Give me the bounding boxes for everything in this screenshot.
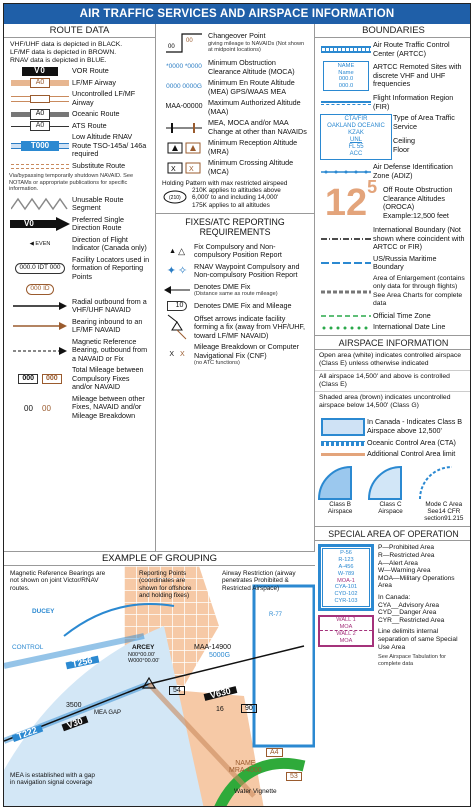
legend-row-mra: [160, 139, 310, 156]
legend-label: Type of Area Traffic Service: [393, 113, 455, 131]
remote-freq: 000.0: [338, 82, 354, 89]
legend-label: Flight Information Region (FIR): [373, 93, 454, 111]
remote-name: NAME: [337, 63, 355, 69]
page-title: AIR TRAFFIC SERVICES AND AIRSPACE INFORMATION: [4, 4, 470, 24]
sua-legend-item: MOA—Military Operations Area: [378, 574, 455, 590]
legend-label: Minimum Crossing Altitude (MCA): [208, 158, 294, 176]
remote-site-box: [323, 61, 369, 91]
cta-fir-box: [320, 114, 392, 160]
changeover-point-icon: [164, 30, 204, 56]
altitude-and-fixes-section: [156, 24, 315, 551]
vor-route-symbol: V0: [22, 67, 58, 76]
legend-row-vor-route: [8, 67, 151, 76]
additional-limit-line: [321, 453, 365, 456]
rnav-waypoint-icon: ✦: [166, 265, 176, 278]
cta-line: UNL: [349, 137, 362, 144]
legend-row-substitute-route: [8, 162, 151, 171]
svg-text:X: X: [189, 165, 194, 173]
compulsory-fix-icon: ▲: [168, 246, 177, 256]
mode-c-item: [418, 465, 470, 523]
sua-id: CYA-101: [334, 584, 358, 591]
legend-row-unusable-segment: [8, 196, 151, 213]
special-area-section: [315, 526, 471, 670]
maritime-boundary-line: [321, 259, 371, 267]
preferred-route-arrow: [10, 217, 70, 231]
sua-note: See Airspace Tabulation for complete data: [378, 654, 446, 667]
mca-flag-icon: [164, 162, 204, 174]
mode-c-icon: [418, 465, 454, 501]
bearing-arrow-icon: [11, 321, 69, 331]
oceanic-route-symbol: A0: [30, 109, 51, 120]
wall-label: WALL 1: [336, 616, 356, 623]
sua-id: P-56: [340, 550, 352, 557]
grouping-note-mea: MEA is established with a gap in navigation signal coverage: [10, 772, 95, 787]
legend-row-adiz: [319, 163, 468, 180]
cta-line: ACC: [349, 151, 363, 158]
grouping-heading: EXAMPLE OF GROUPING: [4, 552, 315, 566]
svg-text:00: 00: [168, 44, 175, 50]
non-compulsory-fix-icon: △: [178, 246, 186, 257]
mra-flag-icon: [164, 142, 204, 154]
cnf-icon: X: [169, 350, 174, 358]
legend-label: Substitute Route: [72, 160, 126, 170]
legend-row-fir: [319, 94, 468, 111]
class-label: Class B Airspace: [327, 500, 353, 516]
sua-sample-box: [318, 544, 374, 610]
legend-row-changeover: [160, 30, 310, 56]
intl-boundary-line: [321, 235, 371, 243]
boundaries-heading: BOUNDARIES: [315, 24, 471, 38]
intro-line: RNAV data is depicted in BLUE.: [10, 56, 107, 64]
maa-label: MAA-14900: [194, 644, 231, 651]
legend-label: Floor: [393, 144, 410, 154]
legend-row-uncontrolled-airway: [8, 90, 151, 107]
svg-text:00: 00: [42, 403, 51, 413]
class-b-item: [317, 465, 363, 523]
legend-row-bearing-inbound: [8, 318, 151, 335]
sua-legend-item: R—Restricted Area: [378, 552, 435, 560]
legend-label: Minimum En Route Altitude (MEA) GPS/WAAS MEA: [208, 78, 295, 96]
legend-row-cta: [319, 114, 468, 160]
enlargement-line: [321, 288, 371, 296]
substitute-route-line: [11, 164, 69, 169]
class-c-icon: [367, 465, 403, 501]
holding-pattern-icon: [162, 187, 188, 207]
legend-label: Fix Compulsory and Non-compulsory Position Report: [194, 241, 282, 260]
legend-row-intl-boundary: [319, 226, 468, 252]
legend-label: Direction of Flight Indicator (Canada only): [72, 234, 147, 253]
legend-row-rnav-waypoint: [160, 263, 310, 280]
sua-canada-item: CYA__Advisory Area: [378, 601, 440, 609]
legend-label: International Date Line: [373, 322, 446, 332]
legend-label: Ceiling: [393, 136, 415, 146]
t256-label: T256: [66, 656, 99, 670]
grouping-note-reporting: Reporting Points (coordinates are shown for offshore and holding fixes): [139, 570, 192, 599]
legend-sublabel: (Distance same as route mileage): [194, 291, 278, 298]
legend-row-mea: [160, 79, 310, 96]
holding-line: 175K applies to all altitudes: [192, 201, 270, 209]
legend-label: MEA, MOCA and/or MAA Change at other than NAVAIDs: [208, 118, 307, 136]
sua-samples: [318, 544, 374, 667]
legend-row-artcc: [319, 41, 468, 58]
svg-text:00: 00: [24, 403, 33, 413]
special-area-body: [315, 541, 471, 670]
date-line: [321, 324, 371, 332]
svg-text:X: X: [171, 165, 176, 173]
class-label: Class C Airspace: [378, 500, 403, 516]
legend-row-mileage-breakdown: [8, 395, 151, 421]
sua-legend-item: A—Alert Area: [378, 559, 418, 567]
a4-label: A4: [266, 748, 283, 757]
legend-row-oceanic-route: [8, 110, 151, 119]
legend-row-direction-indicator: [8, 236, 151, 253]
rnav-waypoint-open-icon: ✧: [178, 265, 188, 278]
water-vignette-label: Water Vignette: [234, 788, 277, 795]
class-label: Mode C Area See14 CFR section91.215: [424, 500, 464, 523]
sua-id: CYD-102: [334, 591, 358, 598]
restricted-area-boundary: [254, 586, 314, 746]
legend-label: Changeover Point: [208, 31, 266, 41]
legend-row-maritime: [319, 255, 468, 272]
airspace-note: Shaded area (brown) indicates uncontrolled airspace below 14,500' (Class G): [315, 391, 471, 412]
mea-gps-label: 5000G: [209, 652, 231, 659]
time-zone-line: [321, 312, 371, 320]
legend-row-lfmf-airway: [8, 79, 151, 88]
dme-fix-arrow-icon: [162, 285, 192, 295]
legend-label: Official Time Zone: [373, 310, 431, 320]
substitute-note: Via/bypassing temporarily shutdown NAVAID. See NOTAMs or appropriate publications for specific information.: [9, 173, 134, 193]
mileage-90: 90: [241, 704, 257, 713]
legend-label: Bearing inbound to an LF/MF NAVAID: [72, 316, 143, 335]
legend-label: Oceanic Route: [72, 109, 120, 119]
remote-name: Name: [338, 69, 354, 76]
legend-row-preferred-route: [8, 216, 151, 233]
legend-label: Preferred Single Direction Route: [72, 214, 124, 233]
artcc-boundary-line: [321, 46, 371, 53]
r77-label: R-77: [269, 612, 283, 618]
special-area-heading: SPECIAL AREA OF OPERATION: [315, 527, 471, 541]
legend-row-dme-mileage: [160, 301, 310, 312]
legend-label: Denotes DME Fix: [194, 281, 251, 291]
airspace-note: All airspace 14,500' and above is controlled (Class E): [315, 370, 471, 391]
legend-label: International Boundary (Not shown where coincident with ARTCC or FIR): [373, 225, 465, 252]
intro-line: VHF/UHF data is depicted in BLACK.: [10, 41, 123, 48]
name-mra-label: [229, 760, 262, 775]
legend-label: Facility Locators used in formation of Reporting Points: [72, 254, 150, 281]
legend-row-radial: [8, 298, 151, 315]
sua-canada-item: CYR__Restricted Area: [378, 616, 445, 624]
mea-change-icon: [164, 123, 204, 133]
mileage-16: 16: [216, 706, 224, 713]
legend-label: Total Mileage between Compulsory Fixes and/or NAVAID: [72, 365, 144, 392]
legend-label: In Canada - Indicates Class B Airspace above 12,500': [367, 417, 463, 435]
mea-symbol: 0000 0000G: [166, 83, 202, 91]
legend-sublabel: giving mileage to NAVAIDs (Not shown at midpoint locations): [208, 40, 305, 54]
legend-label: Additional Control Area limit: [367, 449, 456, 459]
name-label: NAME: [235, 760, 256, 767]
legend-row-total-mileage: [8, 366, 151, 392]
offset-arrows-icon: [162, 314, 192, 340]
legend-row-time-zone: [319, 312, 468, 321]
cta-swatch: [321, 441, 365, 446]
legend-label: ATS Route: [72, 120, 107, 130]
legend-row-cnf: [160, 343, 310, 367]
total-mileage-box-brown: 000: [42, 374, 62, 385]
sua-legend: [378, 544, 469, 667]
adiz-line: [321, 168, 371, 176]
mileage-54: 54: [169, 686, 185, 695]
legend-row-canada-class-b: [319, 418, 468, 436]
airspace-note: Open area (white) indicates controlled airspace (Class E) unless otherwise indicated: [319, 351, 462, 367]
svg-text:00: 00: [186, 38, 193, 44]
remote-freq: 000.0: [338, 76, 354, 83]
holding-line: Holding Pattern with max restricted airspeed: [162, 180, 288, 187]
legend-label: LF/MF Airway: [72, 77, 116, 87]
legend-label: Area of Enlargement (contains only data for through flights) See Area Charts for complete data: [373, 274, 465, 308]
cta-line: KZAK: [348, 130, 364, 137]
legend-row-facility-locator: [8, 256, 151, 282]
intro-line: LF/MF data is depicted in BROWN.: [10, 48, 117, 56]
legend-label: VOR Route: [72, 66, 109, 76]
legend-row-fix: [160, 243, 310, 260]
sua-id: A-456: [338, 564, 354, 571]
sua-id: R-123: [338, 557, 354, 564]
legend-label: Magnetic Reference Bearing, outbound from a NAVAID or Fix: [72, 336, 148, 363]
grouping-map: [4, 566, 315, 807]
fixes-heading: FIXES/ATC REPORTING REQUIREMENTS: [156, 213, 314, 240]
mra-label: MRA 4000: [229, 767, 262, 775]
magnetic-bearing-icon: [11, 346, 69, 356]
legend-row-dme-fix: [160, 283, 310, 298]
legend-row-additional-limit: [319, 450, 468, 459]
legend-label: Minimum Obstruction Clearance Altitude (MOCA): [208, 58, 295, 76]
legend-row-rnav-route: [8, 133, 151, 159]
legend-row-remoted-sites: [319, 61, 468, 91]
legend-sublabel: (no ATC functions): [194, 360, 240, 367]
arcey-lon: W000°00.00': [128, 658, 160, 664]
v630-label: V630: [204, 686, 238, 701]
wall-label: MOA: [339, 623, 353, 630]
cta-line: FL 55: [348, 144, 364, 151]
legend-label: Mileage between other Fixes, NAVAID and/or Mileage Breakdown: [72, 393, 145, 420]
oroca-hundreds: 5: [367, 177, 378, 198]
holding-line: 6,000' to and including 14,000': [192, 194, 279, 202]
legend-label: US/Russia Maritime Boundary: [373, 253, 437, 272]
legend-label: Radial outbound from a VHF/UHF NAVAID: [72, 296, 147, 315]
legend-row-maa: [160, 99, 310, 116]
sua-canada-item: In Canada:: [378, 594, 411, 602]
boundaries-section: [315, 24, 471, 807]
legend-label: Offset arrows indicate facility forming a fix (away from VHF/UHF, toward LF/MF NAVAID): [194, 313, 306, 340]
legend-label: Denotes DME Fix and Mileage: [194, 300, 292, 310]
legend-label: Low Altitude RNAV Route TSO-145a/ 146a required: [72, 132, 147, 159]
airspace-heading: AIRSPACE INFORMATION: [315, 336, 471, 350]
class-b-icon: [317, 465, 353, 501]
legend-page: [3, 3, 471, 807]
sua-note: Line delimits internal separation of same Special Use Area: [378, 628, 458, 651]
unusable-route-zigzag: [11, 197, 69, 211]
legend-label: Unusable Route Segment: [72, 194, 124, 213]
even-label: EVEN: [35, 241, 51, 248]
legend-label: RNAV Waypoint Compulsory and Non-compulsory Position Report: [194, 261, 300, 280]
legend-label: Off Route Obstruction Clearance Altitudes (OROCA): [383, 185, 453, 212]
mea-gap-label: MEA GAP: [94, 710, 122, 716]
cnf-icon-brown: X: [180, 350, 185, 358]
grouping-example-section: [4, 551, 315, 807]
moca-symbol: *0000 *0000: [166, 63, 202, 71]
wall-label: MOA: [339, 638, 353, 645]
legend-label: Air Route Traffic Control Center (ARTCC): [373, 40, 450, 58]
sua-legend-item: P—Prohibited Area: [378, 544, 435, 552]
wall-moa-box: [318, 615, 374, 647]
legend-row-offset-arrows: [160, 314, 310, 340]
preferred-route-symbol: V0: [24, 219, 34, 229]
wall-label: WALL 2: [320, 630, 372, 638]
legend-label: ARTCC Remoted Sites with discrete VHF and UHF frequencies: [373, 62, 462, 89]
legend-label: Mileage Breakdown or Computer Navigational Fix (CNF): [194, 342, 300, 360]
legend-row-ats-route: [8, 122, 151, 131]
mileage-53: 53: [286, 772, 302, 781]
fir-boundary-line: [321, 101, 371, 105]
sua-id: CYR-103: [334, 598, 358, 605]
legend-row-date-line: [319, 323, 468, 332]
oroca-thousands: 12: [324, 182, 368, 225]
sua-id: MOA-1: [337, 577, 355, 584]
arcey-label: ARCEY: [132, 644, 155, 651]
maa-symbol: MAA-00000: [165, 103, 203, 111]
canada-class-b-swatch: [321, 418, 365, 436]
ducey-label: DUCEY: [32, 608, 55, 615]
class-c-item: [367, 465, 413, 523]
legend-row-magnetic-bearing: [8, 338, 151, 364]
arcey-lat: N00°00.00': [128, 652, 156, 658]
dme-mileage-box: 10: [167, 301, 188, 312]
left-arrow-icon: ◀: [29, 241, 34, 248]
total-mileage-box: 000: [18, 374, 38, 385]
legend-label: Uncontrolled LF/MF Airway: [72, 89, 136, 107]
holding-line: 210K applies to altitudes above: [192, 187, 281, 195]
sua-id: W-789: [337, 570, 355, 577]
legend-row-moca: [160, 59, 310, 76]
legend-label: Oceanic Control Area (CTA): [367, 437, 456, 447]
mea-3500: 3500: [66, 702, 82, 709]
legend-label: Maximum Authorized Altitude (MAA): [208, 98, 301, 116]
legend-label: Minimum Reception Altitude (MRA): [208, 138, 298, 156]
mileage-breakdown-icon: [20, 403, 60, 413]
route-data-section: [4, 24, 156, 551]
svg-text:(210): (210): [169, 195, 181, 202]
route-color-intro: [10, 41, 149, 64]
legend-row-oroca: [319, 177, 468, 225]
holding-pattern-note: [162, 180, 308, 209]
airspace-section: [315, 335, 471, 523]
control-label: CONTROL: [12, 644, 44, 651]
t222-label: T222: [12, 725, 43, 742]
lfmf-airway-symbol: A0: [30, 78, 51, 89]
legend-label: Air Defense Identification Zone (ADIZ): [373, 162, 453, 180]
legend-row-mea-change: [160, 119, 310, 136]
sua-legend-item: W—Warning Area: [378, 567, 431, 575]
legend-sublabel: Example:12,500 feet: [383, 210, 449, 220]
uncontrolled-airway-box: [30, 95, 50, 103]
legend-row-mca: [160, 159, 310, 176]
grouping-note-restriction: Airway Restriction (airway penetrates Prohibited & Restricted Airspace): [222, 570, 296, 592]
cta-line: CTA/FIR: [344, 116, 368, 123]
legend-row-enlargement: [319, 275, 468, 309]
route-data-heading: ROUTE DATA: [4, 24, 155, 38]
grouping-note-bearings: Magnetic Reference Bearings are not shown on joint Victor/RNAV routes.: [10, 570, 106, 592]
legend-row-facility-locator-lfmf: [8, 284, 151, 295]
facility-locator-box-brown: 000 ID: [26, 284, 53, 295]
class-airspace-row: [315, 465, 471, 523]
v30-label: V30: [62, 716, 89, 732]
rnav-route-symbol: T000: [21, 141, 59, 152]
radial-arrow-icon: [11, 301, 69, 311]
legend-row-cta: [319, 439, 468, 448]
ats-route-symbol: A0: [30, 121, 51, 132]
facility-locator-box: 000.0 IDT 000: [15, 263, 64, 274]
sua-canada-item: CYD__Danger Area: [378, 609, 437, 617]
cta-line: OAKLAND OCEANIC: [327, 123, 385, 130]
